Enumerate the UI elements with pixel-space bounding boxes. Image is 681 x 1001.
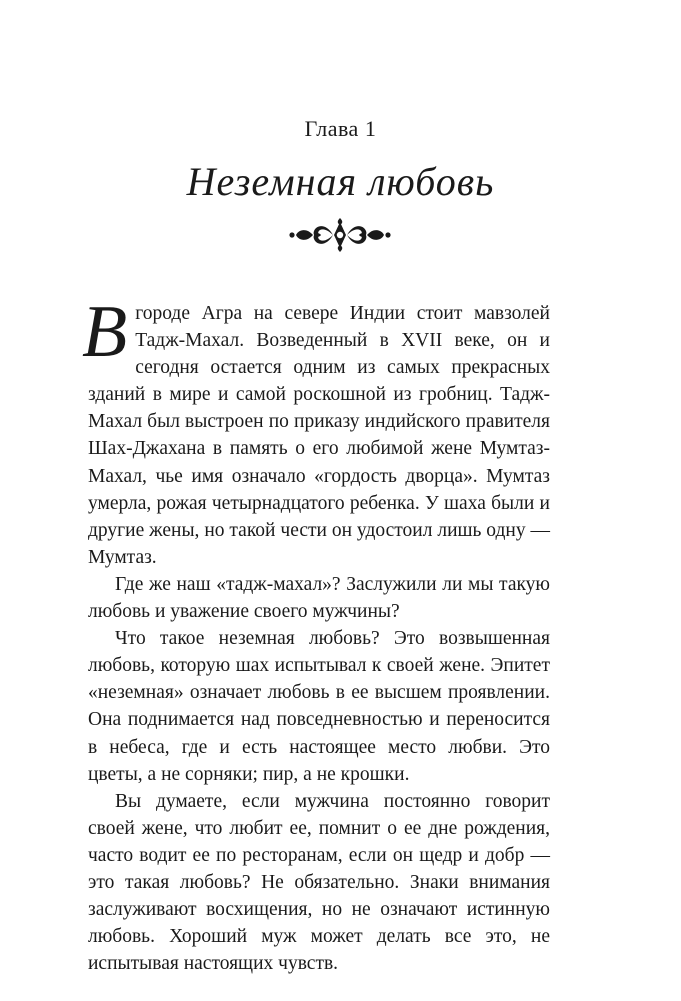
- paragraph-2: Где же наш «тадж-махал»? Заслужили ли мы такую любовь и уважение своего мужчины?: [88, 573, 550, 623]
- chapter-body: [82, 291, 550, 977]
- paragraph-3: Что такое неземная любовь? Это возвышенная любовь, которую шах испытывал к своей жене. Эпитет «неземная» означает любовь в ее высшем проявлении. Она поднимается над повседневностью и переносится в небеса, где и есть настоящее место любви. Это цветы, а не сорняки; пир, а не крошки.: [88, 628, 550, 785]
- paragraph-4: Вы думаете, если мужчина постоянно говорит своей жене, что любит ее, помнит о ее дне рождения, часто водит ее по ресторанам, если он щедр и добр — это такая любовь? Не обязательно. Знаки внимания заслуживают восхищения, но не означают истинную любовь. Хороший муж может делать все это, не испытывая настоящих чувств.: [88, 790, 550, 975]
- chapter-title: Неземная любовь: [186, 159, 495, 204]
- drop-cap: В: [82, 291, 128, 373]
- chapter-label: Глава 1: [304, 116, 377, 141]
- floral-ornament-icon: [287, 218, 393, 252]
- paragraph-1: [82, 291, 550, 571]
- paragraph-1-text: городе Агра на севере Индии стоит мавзолей Тадж-Махал. Возведенный в XVII веке, он и сегодня остается одним из самых прекрасных зданий в мире и самой роскошной из гробниц. Тадж-Махал был выстроен по приказу индийского правителя Шах-Джахана в память о его любимой жене Мумтаз-Махал, чье имя означало «гордость дворца». Мумтаз умерла, рожая четырнадцатого ребенка. У шаха были и другие жены, но такой чести он удостоил лишь одну — Мумтаз.: [88, 303, 550, 568]
